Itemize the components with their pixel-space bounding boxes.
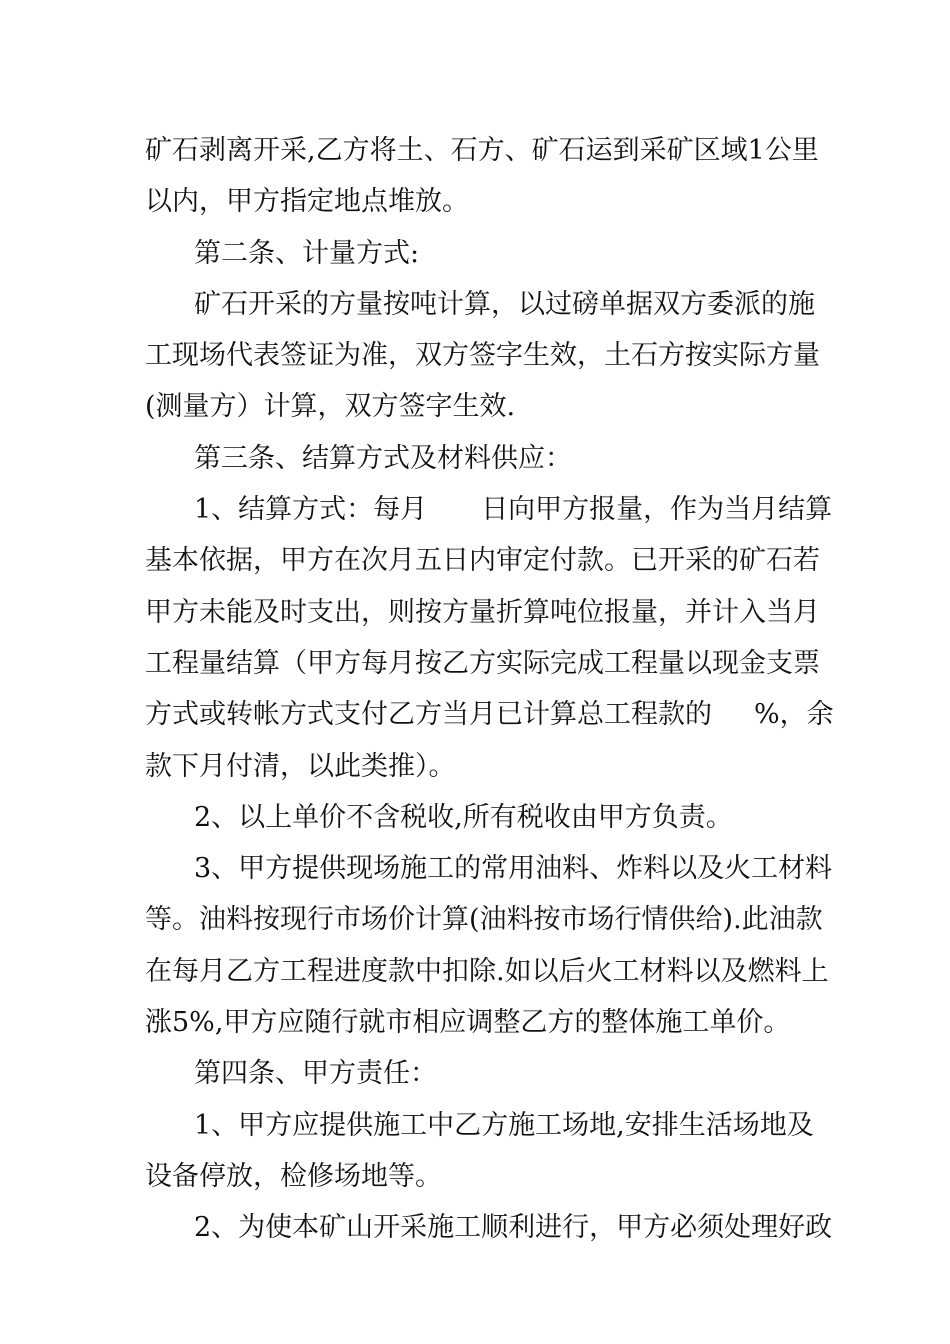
- text-line: [145, 484, 833, 535]
- text-line: 在每月乙方工程进度款中扣除.如以后火工材料以及燃料上: [145, 955, 829, 987]
- paragraph-materials: [145, 843, 833, 1048]
- text-line: [145, 689, 834, 740]
- heading-article-4-party-a: [145, 1048, 810, 1099]
- text-fragment: 1、结算方式：每月: [194, 494, 428, 526]
- heading-article-2-measurement: [145, 228, 810, 279]
- text-line: 2、为使本矿山开采施工顺利进行，甲方必须处理好政: [194, 1212, 833, 1244]
- text-line: (测量方）计算，双方签字生效.: [145, 391, 516, 423]
- text-line: 设备停放，检修场地等。: [145, 1160, 442, 1192]
- text-line: 3、甲方提供现场施工的常用油料、炸料以及火工材料: [194, 853, 833, 885]
- text-fragment: 日向甲方报量，作为当月结算: [481, 494, 833, 526]
- text-line: 2、以上单价不含税收,所有税收由甲方负责。: [194, 801, 733, 833]
- text-fragment: 方式或转帐方式支付乙方当月已计算总工程款的: [145, 699, 712, 731]
- heading-article-3-settlement: [145, 433, 810, 484]
- text-line: 工现场代表签证为准，双方签字生效，土石方按实际方量: [145, 340, 820, 372]
- text-line: 以内，甲方指定地点堆放。: [145, 186, 469, 218]
- paragraph-site-provision: [145, 1100, 814, 1203]
- text-line: 甲方未能及时支出，则按方量折算吨位报量，并计入当月: [145, 596, 820, 628]
- text-line: 等。油料按现行市场价计算(油料按市场行情供给).此油款: [145, 904, 823, 936]
- text-line: 款下月付清，以此类推）。: [145, 750, 456, 782]
- text-line: 第四条、甲方责任：: [194, 1058, 437, 1090]
- text-fragment: %，余: [754, 699, 834, 731]
- document-body: [145, 125, 834, 1254]
- text-line: 第二条、计量方式:: [194, 237, 420, 269]
- text-line: 工程量结算（甲方每月按乙方实际完成工程量以现金支票: [145, 647, 820, 679]
- paragraph-settlement-method: [145, 484, 834, 792]
- text-line: 1、甲方应提供施工中乙方施工场地,安排生活场地及: [194, 1109, 814, 1141]
- paragraph-smooth-operation: [145, 1202, 833, 1253]
- paragraph-measurement-method: [145, 279, 820, 433]
- paragraph-tax: [145, 792, 810, 843]
- text-line: 基本依据，甲方在次月五日内审定付款。已开采的矿石若: [145, 545, 820, 577]
- text-line: 矿石剥离开采,乙方将土、石方、矿石运到采矿区域1公里: [145, 135, 819, 166]
- text-line: 第三条、结算方式及材料供应：: [194, 442, 572, 474]
- text-line: 涨5%,甲方应随行就市相应调整乙方的整体施工单价。: [145, 1007, 791, 1039]
- paragraph-mining-transport: [145, 125, 819, 228]
- text-line: 矿石开采的方量按吨计算，以过磅单据双方委派的施: [194, 288, 815, 320]
